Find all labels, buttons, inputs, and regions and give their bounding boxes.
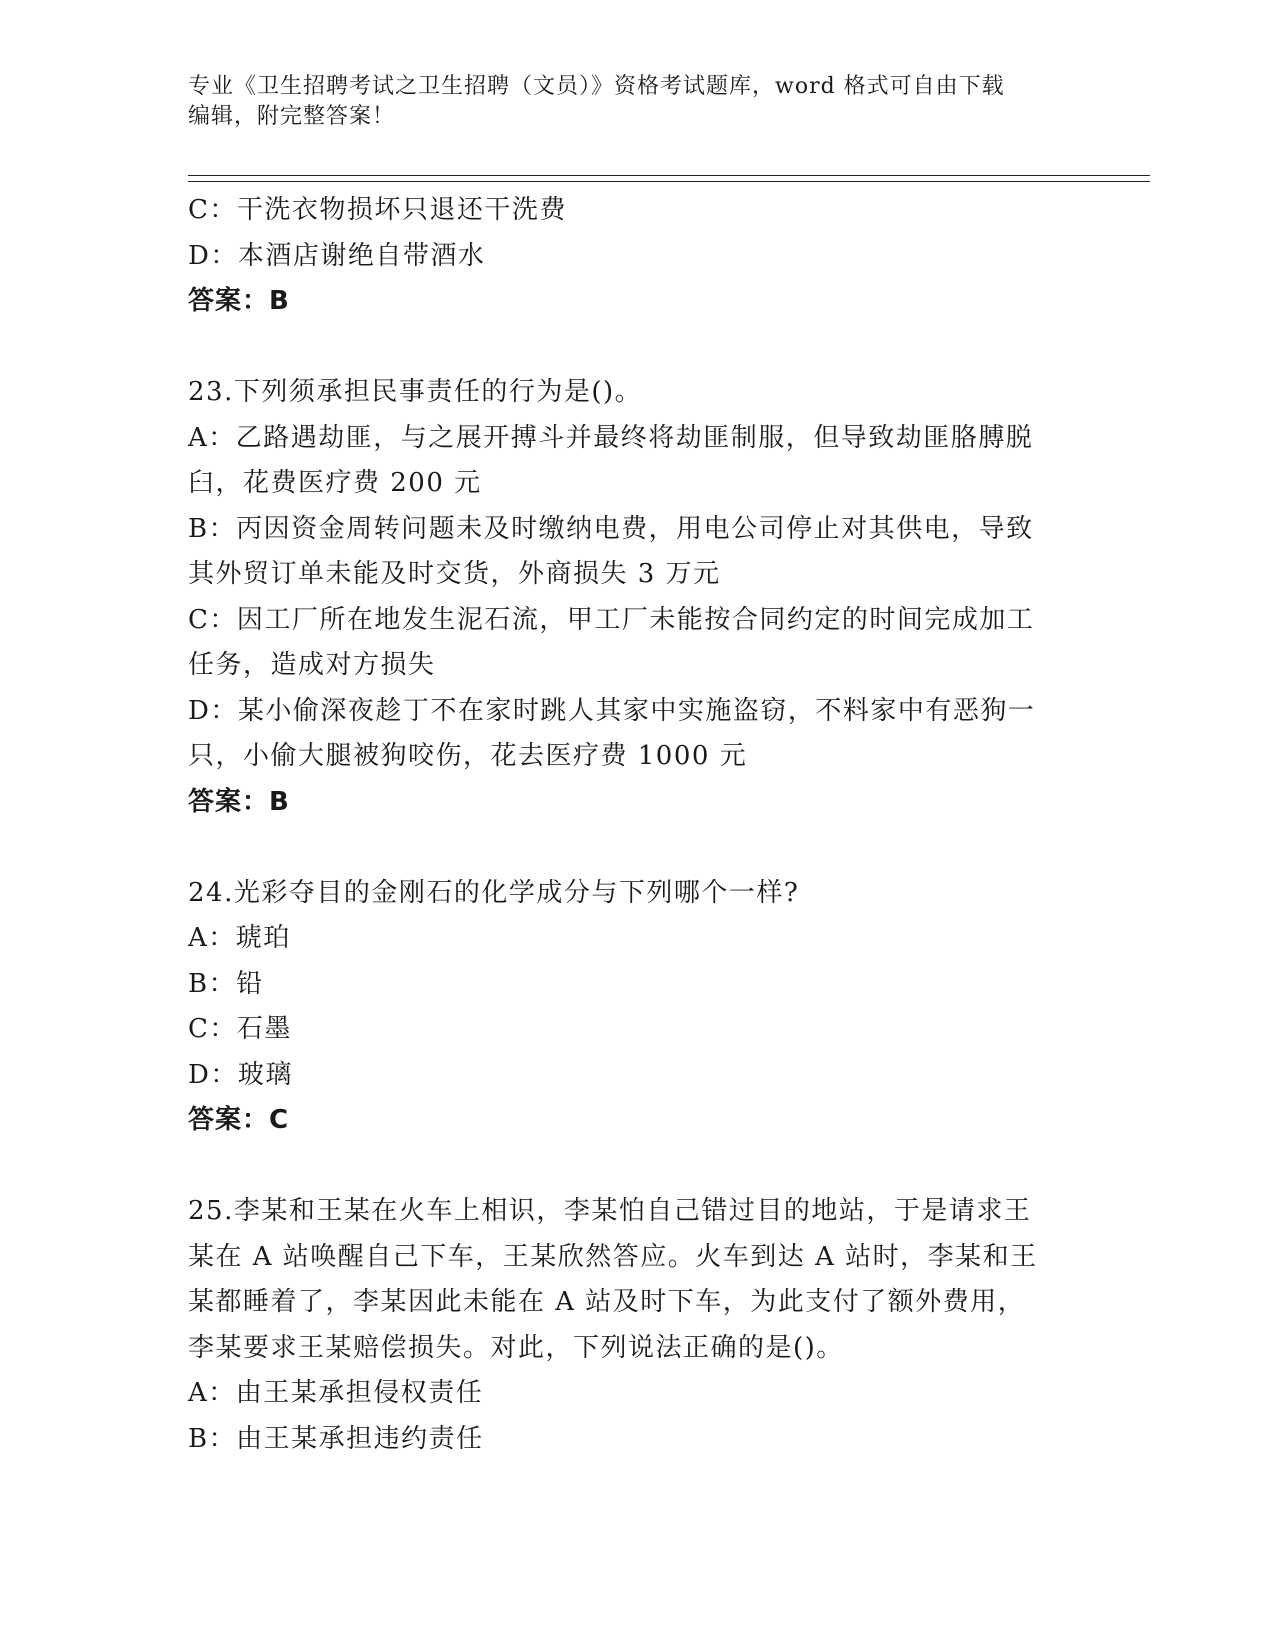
header-divider-bottom bbox=[188, 181, 1150, 182]
option-d: D：本酒店谢绝自带酒水 bbox=[188, 240, 486, 271]
option-b: B：铅 bbox=[188, 968, 264, 999]
option-b: B：丙因资金周转问题未及时缴纳电费，用电公司停止对其供电，导致 bbox=[188, 513, 1034, 544]
spacer bbox=[188, 825, 1088, 871]
question-24 bbox=[188, 871, 1088, 1144]
question-stem: 23.下列须承担民事责任的行为是()。 bbox=[188, 377, 643, 407]
option-c: C：因工厂所在地发生泥石流，甲工厂未能按合同约定的时间完成加工 bbox=[188, 604, 1035, 635]
option-b-cont: 其外贸订单未能及时交货，外商损失 3 万元 bbox=[188, 559, 721, 589]
option-a: A：由王某承担侵权责任 bbox=[188, 1378, 484, 1408]
question-stem: 25.李某和王某在火车上相识，李某怕自己错过目的地站，于是请求王 bbox=[188, 1196, 1032, 1226]
option-a: A：乙路遇劫匪，与之展开搏斗并最终将劫匪制服，但导致劫匪胳膊脱 bbox=[188, 422, 1034, 453]
question-stem-cont: 某都睡着了，李某因此未能在 A 站及时下车，为此支付了额外费用， bbox=[188, 1287, 1026, 1317]
question-content bbox=[188, 188, 1088, 1462]
header-line-2: 编辑，附完整答案！ bbox=[188, 104, 396, 129]
option-d-cont: 只，小偷大腿被狗咬伤，花去医疗费 1000 元 bbox=[188, 741, 748, 771]
answer: 答案：B bbox=[188, 286, 290, 316]
header-divider-top bbox=[188, 175, 1150, 176]
question-stem-cont: 某在 A 站唤醒自己下车，王某欣然答应。火车到达 A 站时，李某和王 bbox=[188, 1241, 1038, 1272]
option-c: C：干洗衣物损坏只退还干洗费 bbox=[188, 195, 567, 225]
answer: 答案：C bbox=[188, 1105, 290, 1135]
spacer bbox=[188, 325, 1088, 371]
option-b: B：由王某承担违约责任 bbox=[188, 1423, 484, 1454]
option-a-cont: 臼，花费医疗费 200 元 bbox=[188, 468, 482, 498]
option-d: D：玻璃 bbox=[188, 1059, 293, 1090]
answer: 答案：B bbox=[188, 786, 290, 817]
question-23 bbox=[188, 370, 1088, 825]
header-line-1: 专业《卫生招聘考试之卫生招聘（文员）》资格考试题库，word 格式可自由下载 bbox=[188, 74, 1005, 99]
option-d: D：某小偷深夜趁丁不在家时跳人其家中实施盗窃，不料家中有恶狗一 bbox=[188, 695, 1036, 726]
spacer bbox=[188, 1144, 1088, 1190]
question-stem-cont: 李某要求王某赔偿损失。对此，下列说法正确的是()。 bbox=[188, 1332, 844, 1363]
page-header bbox=[188, 72, 1088, 132]
option-c-cont: 任务，造成对方损失 bbox=[188, 650, 436, 680]
previous-question-tail bbox=[188, 188, 1088, 325]
question-25 bbox=[188, 1189, 1088, 1462]
option-c: C：石墨 bbox=[188, 1014, 292, 1044]
option-a: A：琥珀 bbox=[188, 923, 291, 953]
question-stem: 24.光彩夺目的金刚石的化学成分与下列哪个一样? bbox=[188, 877, 800, 908]
